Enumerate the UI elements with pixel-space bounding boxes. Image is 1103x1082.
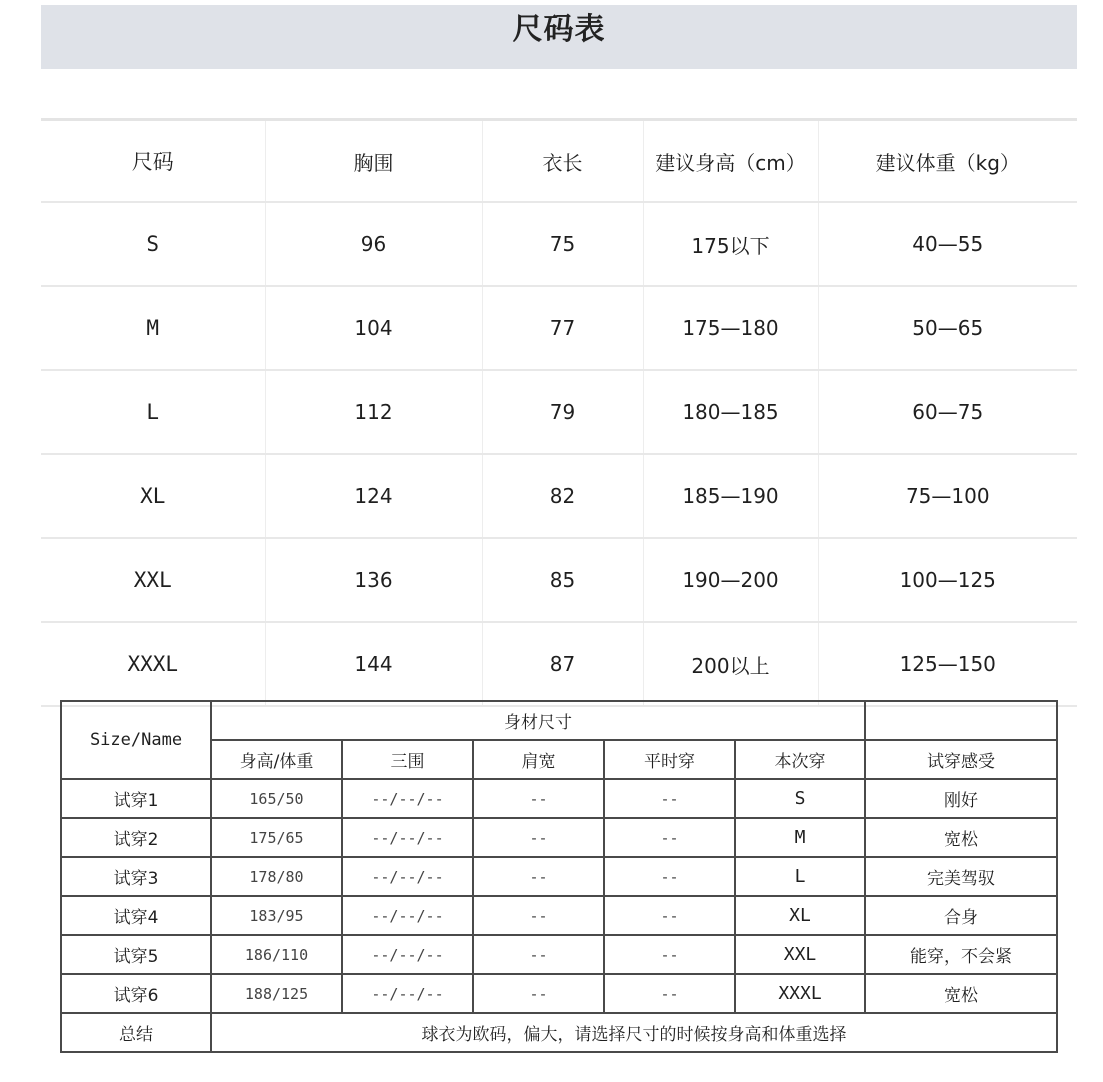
page-title: 尺码表 [512, 12, 606, 47]
usual-size-cell: -- [604, 857, 735, 896]
height-weight-cell: 178/80 [211, 857, 342, 896]
table-row [61, 935, 1057, 974]
chest-cell: 124 [265, 454, 482, 538]
length-cell: 82 [482, 454, 643, 538]
table-row [61, 974, 1057, 1013]
height-cell: 180—185 [643, 370, 818, 454]
table-row [61, 779, 1057, 818]
usual-size-cell: -- [604, 896, 735, 935]
size-cell: XXXL [41, 622, 265, 706]
size-cell: S [41, 202, 265, 286]
shoulder-cell: -- [473, 896, 604, 935]
tryon-label-cell: 试穿5 [61, 935, 211, 974]
size-cell: XL [41, 454, 265, 538]
summary-text: 球衣为欧码，偏大，请选择尺寸的时候按身高和体重选择 [211, 1013, 1057, 1052]
chest-cell: 96 [265, 202, 482, 286]
worn-size-cell: XXXL [735, 974, 865, 1013]
table-row [41, 202, 1077, 286]
try-table-header-top [61, 701, 1057, 740]
weight-cell: 100—125 [818, 538, 1077, 622]
header-cell: 胸围 [265, 120, 482, 203]
title-bar [41, 5, 1077, 69]
chest-cell: 144 [265, 622, 482, 706]
weight-cell: 50—65 [818, 286, 1077, 370]
worn-size-cell: M [735, 818, 865, 857]
tryon-label-cell: 试穿2 [61, 818, 211, 857]
table-row [41, 538, 1077, 622]
usual-size-cell: -- [604, 818, 735, 857]
table-row [41, 286, 1077, 370]
measurements-cell: --/--/-- [342, 779, 473, 818]
length-cell: 85 [482, 538, 643, 622]
height-cell: 190—200 [643, 538, 818, 622]
worn-size-cell: S [735, 779, 865, 818]
shoulder-cell: -- [473, 779, 604, 818]
table-row [61, 896, 1057, 935]
length-cell: 87 [482, 622, 643, 706]
weight-cell: 75—100 [818, 454, 1077, 538]
size-cell: XXL [41, 538, 265, 622]
header-cell: 本次穿 [735, 740, 865, 779]
table-row [41, 370, 1077, 454]
measurements-cell: --/--/-- [342, 935, 473, 974]
length-cell: 75 [482, 202, 643, 286]
size-cell: L [41, 370, 265, 454]
worn-size-cell: XXL [735, 935, 865, 974]
tryon-label-cell: 试穿4 [61, 896, 211, 935]
height-weight-cell: 186/110 [211, 935, 342, 974]
size-name-label: Size/Name [61, 701, 211, 779]
length-cell: 77 [482, 286, 643, 370]
height-weight-cell: 175/65 [211, 818, 342, 857]
header-cell: 建议体重（kg） [818, 120, 1077, 203]
length-cell: 79 [482, 370, 643, 454]
usual-size-cell: -- [604, 779, 735, 818]
size-table-header [41, 120, 1077, 203]
height-weight-cell: 183/95 [211, 896, 342, 935]
height-weight-cell: 188/125 [211, 974, 342, 1013]
shoulder-cell: -- [473, 818, 604, 857]
worn-size-cell: L [735, 857, 865, 896]
header-cell: 肩宽 [473, 740, 604, 779]
weight-cell: 60—75 [818, 370, 1077, 454]
header-cell: 尺码 [41, 120, 265, 203]
table-row [41, 454, 1077, 538]
header-cell: 三围 [342, 740, 473, 779]
height-weight-cell: 165/50 [211, 779, 342, 818]
empty-header-cell [865, 701, 1057, 740]
worn-size-cell: XL [735, 896, 865, 935]
header-cell: 衣长 [482, 120, 643, 203]
chest-cell: 112 [265, 370, 482, 454]
chest-cell: 136 [265, 538, 482, 622]
chest-cell: 104 [265, 286, 482, 370]
height-cell: 175—180 [643, 286, 818, 370]
height-cell: 175以下 [643, 202, 818, 286]
feeling-cell: 宽松 [865, 818, 1057, 857]
usual-size-cell: -- [604, 974, 735, 1013]
usual-size-cell: -- [604, 935, 735, 974]
feeling-cell: 完美驾驭 [865, 857, 1057, 896]
shoulder-cell: -- [473, 974, 604, 1013]
table-row [61, 818, 1057, 857]
body-size-label: 身材尺寸 [211, 701, 865, 740]
feeling-cell: 合身 [865, 896, 1057, 935]
feeling-cell: 宽松 [865, 974, 1057, 1013]
weight-cell: 125—150 [818, 622, 1077, 706]
shoulder-cell: -- [473, 857, 604, 896]
try-table-header-sub [61, 740, 1057, 779]
shoulder-cell: -- [473, 935, 604, 974]
measurements-cell: --/--/-- [342, 857, 473, 896]
try-on-table [60, 700, 1058, 1053]
header-cell: 试穿感受 [865, 740, 1057, 779]
measurements-cell: --/--/-- [342, 974, 473, 1013]
feeling-cell: 能穿，不会紧 [865, 935, 1057, 974]
height-cell: 200以上 [643, 622, 818, 706]
size-cell: M [41, 286, 265, 370]
height-cell: 185—190 [643, 454, 818, 538]
table-row [61, 857, 1057, 896]
summary-row [61, 1013, 1057, 1052]
tryon-label-cell: 试穿6 [61, 974, 211, 1013]
measurements-cell: --/--/-- [342, 896, 473, 935]
summary-label: 总结 [61, 1013, 211, 1052]
feeling-cell: 刚好 [865, 779, 1057, 818]
header-cell: 身高/体重 [211, 740, 342, 779]
header-cell: 建议身高（cm） [643, 120, 818, 203]
measurements-cell: --/--/-- [342, 818, 473, 857]
header-cell: 平时穿 [604, 740, 735, 779]
table-row [41, 622, 1077, 706]
tryon-label-cell: 试穿1 [61, 779, 211, 818]
tryon-label-cell: 试穿3 [61, 857, 211, 896]
weight-cell: 40—55 [818, 202, 1077, 286]
size-table [41, 118, 1077, 707]
